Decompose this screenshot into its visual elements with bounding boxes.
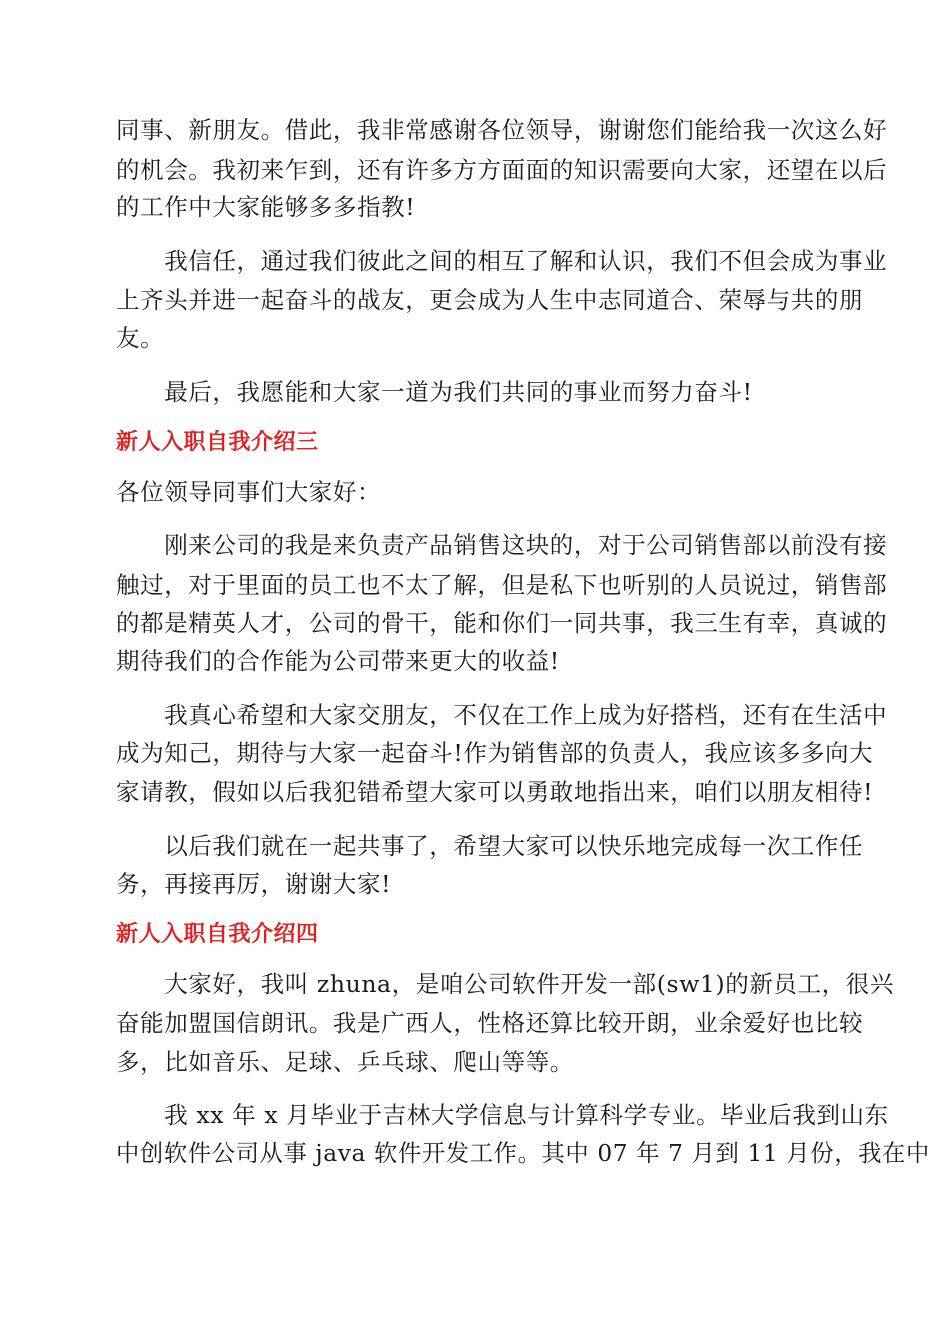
paragraph-line: 的机会。我初来乍到，还有许多方方面面的知识需要向大家，还望在以后 <box>116 156 888 184</box>
paragraph-line: 期待我们的合作能为公司带来更大的收益! <box>116 647 560 675</box>
paragraph-line: 刚来公司的我是来负责产品销售这块的，对于公司销售部以前没有接 <box>116 531 888 559</box>
paragraph-line: 我 xx 年 x 月毕业于吉林大学信息与计算科学专业。毕业后我到山东 <box>116 1101 889 1129</box>
paragraph-line: 的工作中大家能够多多指教! <box>116 193 416 221</box>
paragraph-line: 务，再接再厉，谢谢大家! <box>116 870 392 898</box>
paragraph-line: 大家好，我叫 zhuna，是咱公司软件开发一部(sw1)的新员工，很兴 <box>116 970 894 998</box>
paragraph-line: 同事、新朋友。借此，我非常感谢各位领导，谢谢您们能给我一次这么好 <box>116 116 888 144</box>
section-heading: 新人入职自我介绍三 <box>116 430 319 455</box>
paragraph-line: 我信任，通过我们彼此之间的相互了解和认识，我们不但会成为事业 <box>116 247 888 275</box>
paragraph-line: 的都是精英人才，公司的骨干，能和你们一同共事，我三生有幸，真诚的 <box>116 609 888 637</box>
greeting-line: 各位领导同事们大家好： <box>116 478 382 506</box>
paragraph-line: 中创软件公司从事 java 软件开发工作。其中 07 年 7 月到 11 月份，我在中 <box>116 1139 930 1167</box>
paragraph-line: 我真心希望和大家交朋友，不仅在工作上成为好搭档，还有在生活中 <box>116 701 888 729</box>
paragraph-line: 多，比如音乐、足球、乒乓球、爬山等等。 <box>116 1048 574 1076</box>
paragraph-line: 最后，我愿能和大家一道为我们共同的事业而努力奋斗! <box>116 378 753 406</box>
paragraph-line: 上齐头并进一起奋斗的战友，更会成为人生中志同道合、荣辱与共的朋 <box>116 286 864 314</box>
paragraph-line: 奋能加盟国信朗讯。我是广西人，性格还算比较开朗，业余爱好也比较 <box>116 1009 864 1037</box>
paragraph-line: 以后我们就在一起共事了，希望大家可以快乐地完成每一次工作任 <box>116 832 864 860</box>
section-heading: 新人入职自我介绍四 <box>116 922 319 947</box>
paragraph-line: 家请教，假如以后我犯错希望大家可以勇敢地指出来，咱们以朋友相待! <box>116 778 874 806</box>
paragraph-line: 友。 <box>116 324 165 352</box>
paragraph-line: 触过，对于里面的员工也不太了解，但是私下也听别的人员说过，销售部 <box>116 571 888 599</box>
paragraph-line: 成为知己，期待与大家一起奋斗!作为销售部的负责人，我应该多多向大 <box>116 739 874 767</box>
